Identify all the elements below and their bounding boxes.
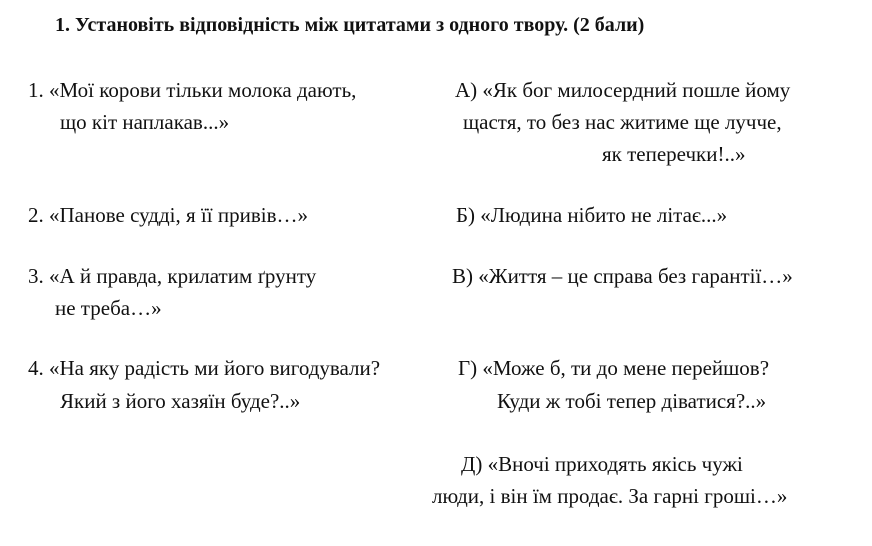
left-item-1-line-2: що кіт наплакав...»	[60, 110, 230, 134]
left-item-4-line-1: 4. «На яку радість ми його вигодували?	[28, 356, 381, 380]
left-item-3-line-2: не треба…»	[55, 296, 162, 320]
right-item-d-line-1: Г) «Може б, ти до мене перейшов?	[458, 356, 770, 380]
right-item-c-line-1: В) «Життя – це справа без гарантії…»	[452, 264, 793, 288]
right-item-a-line-1: А) «Як бог милосердний пошле йому	[455, 78, 791, 102]
right-item-e-line-2: люди, і він їм продає. За гарні гроші…»	[432, 484, 788, 508]
left-item-4-line-2: Який з його хазяїн буде?..»	[60, 389, 301, 413]
right-item-a-line-3: як теперечки!..»	[602, 142, 746, 166]
right-item-e-line-1: Д) «Вночі приходять якісь чужі	[461, 452, 743, 476]
right-item-d-line-2: Куди ж тобі тепер діватися?..»	[497, 389, 767, 413]
right-item-b-line-1: Б) «Людина нібито не літає...»	[456, 203, 728, 227]
left-item-3-line-1: 3. «А й правда, крилатим ґрунту	[28, 264, 317, 288]
right-item-a-line-2: щастя, то без нас житиме ще лучче,	[463, 110, 782, 134]
left-item-2-line-1: 2. «Панове судді, я її привів…»	[28, 203, 308, 227]
left-item-1-line-1: 1. «Мої корови тільки молока дають,	[28, 78, 357, 102]
task-title: 1. Установіть відповідність між цитатами з одного твору. (2 бали)	[55, 14, 645, 36]
